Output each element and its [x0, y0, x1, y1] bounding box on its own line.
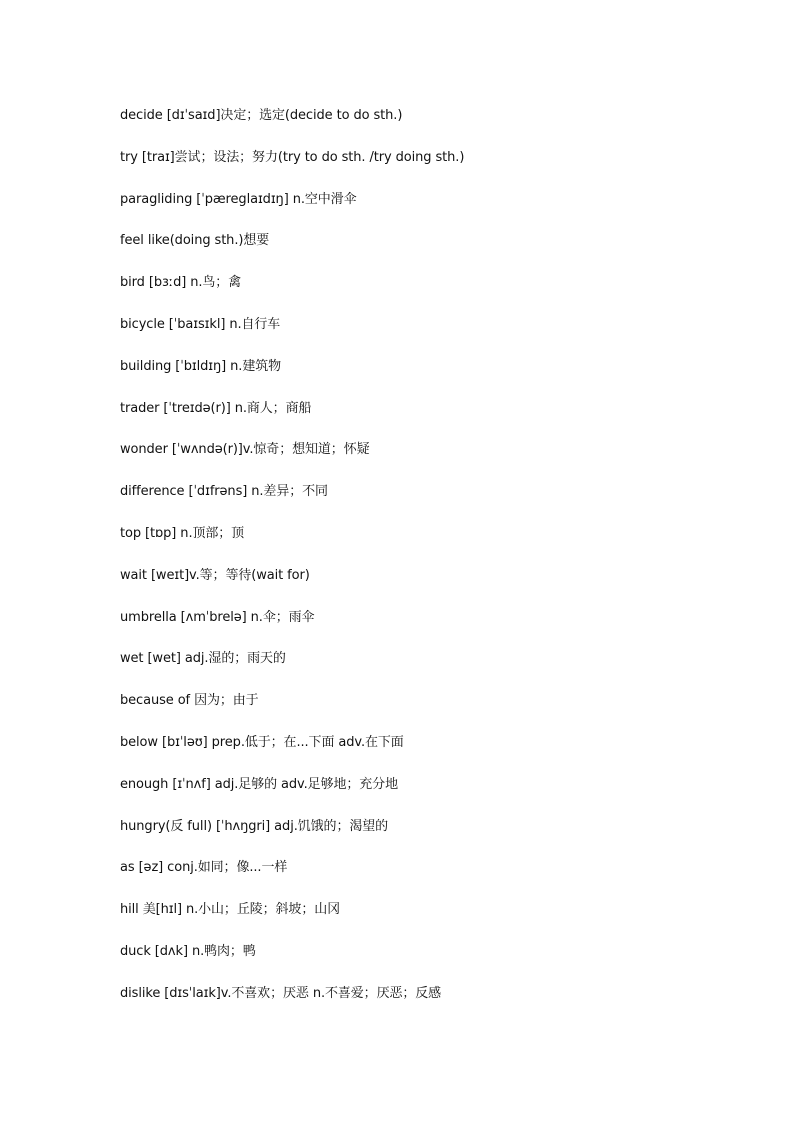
vocab-entry: because of 因为；由于 — [120, 693, 259, 709]
vocab-entry: top [tɒp] n.顶部；顶 — [120, 525, 245, 541]
vocab-entry: difference [ˈdɪfrəns] n.差异；不同 — [120, 484, 328, 500]
vocab-entry: hill 美[hɪl] n.小山；丘陵；斜坡；山冈 — [120, 902, 341, 918]
vocab-entry: decide [dɪˈsaɪd]决定；选定(decide to do sth.) — [120, 108, 403, 123]
vocab-entry: wet [wet] adj.湿的；雨天的 — [120, 651, 286, 667]
vocab-entry: below [bɪˈləʊ] prep.低于；在...下面 adv.在下面 — [120, 734, 404, 750]
vocab-entry: building [ˈbɪldɪŋ] n.建筑物 — [120, 358, 282, 374]
vocab-entry: wonder [ˈwʌndə(r)]v.惊奇；想知道；怀疑 — [120, 442, 370, 458]
vocab-entry: bird [bɜːd] n.鸟；禽 — [120, 275, 242, 291]
vocab-entry: paragliding [ˈpæreglaɪdɪŋ] n.空中滑伞 — [120, 191, 357, 207]
vocab-entry: try [traɪ]尝试；设法；努力(try to do sth. /try doing sth.) — [120, 149, 465, 165]
vocab-entry: wait [weɪt]v.等；等待(wait for) — [120, 567, 310, 583]
vocab-entry: duck [dʌk] n.鸭肉；鸭 — [120, 943, 256, 959]
vocab-entry: trader [ˈtreɪdə(r)] n.商人；商船 — [120, 400, 312, 416]
vocab-entry: as [əz] conj.如同；像...一样 — [120, 860, 288, 876]
vocabulary-list — [120, 106, 720, 1026]
vocab-entry: dislike [dɪsˈlaɪk]v.不喜欢；厌恶 n.不喜爱；厌恶；反感 — [120, 985, 442, 1001]
vocab-entry: enough [ɪˈnʌf] adj.足够的 adv.足够地；充分地 — [120, 776, 398, 792]
vocab-entry: umbrella [ʌmˈbrelə] n.伞；雨伞 — [120, 609, 315, 625]
vocab-entry: bicycle [ˈbaɪsɪkl] n.自行车 — [120, 316, 281, 332]
vocab-entry: feel like(doing sth.)想要 — [120, 233, 270, 249]
vocab-entry: hungry(反 full) [ˈhʌŋgri] adj.饥饿的；渴望的 — [120, 818, 389, 834]
